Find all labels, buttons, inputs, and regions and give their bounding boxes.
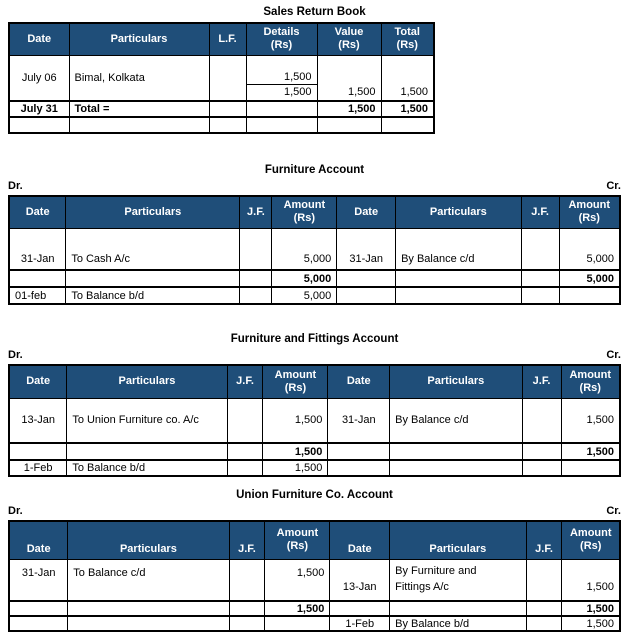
jf-cell [227,398,263,443]
empty-cell [229,616,265,631]
value-cell: 1,500 [317,101,381,117]
header-unit: (Rs) [270,39,293,52]
jf-cell [522,398,561,443]
header-line: Total [394,26,420,39]
empty-cell [9,616,68,631]
column-header-particulars: Particulars [390,365,522,398]
date-cell: 13-Jan [9,398,67,443]
column-header-jf: J.F. [240,196,272,228]
jf-cell [240,228,272,270]
jf-cell [227,460,263,476]
column-header-jf: J.F. [521,196,559,228]
amount-cell: 1,500 [263,460,328,476]
dr-label: Dr. [8,505,23,517]
date-cell: 31-Jan [337,228,396,270]
amount-cell: 1,500 [561,398,620,443]
header-line: Value [334,26,364,39]
empty-cell [317,117,381,133]
empty-cell [9,443,67,460]
empty-cell [521,287,559,304]
column-header-amount [559,196,620,228]
details-cell [246,101,317,117]
column-header-particulars: Particulars [68,521,229,559]
column-header-particulars: Particulars [66,196,240,228]
empty-cell [246,117,317,133]
amount-cell: 5,000 [272,228,337,270]
header-line: Details [263,26,300,39]
entry-row [9,228,620,270]
sales-return-book-table [8,22,435,134]
column-header-date: Date [328,365,390,398]
dr-cr-row [8,505,621,518]
date-cell: 01-feb [9,287,66,304]
date-cell: 31-Jan [9,559,68,601]
column-header-total [381,23,434,55]
empty-cell [265,616,330,631]
amount-cell: 5,000 [272,287,337,304]
header-line: Amount [283,199,326,212]
total-amount-cell: 5,000 [559,270,620,287]
header-line: Amount [274,368,317,381]
cr-label: Cr. [606,180,621,192]
jf-cell [240,287,272,304]
total-row [9,270,620,287]
header-line: Amount [569,368,612,381]
total-row [9,601,620,616]
header-unit: (Rs) [284,381,307,394]
date-cell: 1-Feb [9,460,67,476]
column-header-date: Date [9,365,67,398]
amount-cell: 1,500 [263,398,328,443]
closing-row [9,460,620,476]
column-header-date: Date [9,23,69,55]
total-amount-cell: 1,500 [561,443,620,460]
total-amount-cell: 1,500 [265,601,330,616]
empty-cell [390,460,522,476]
column-header-particulars: Particulars [67,365,227,398]
column-header-particulars: Particulars [69,23,209,55]
column-header-jf: J.F. [229,521,265,559]
empty-cell [381,117,434,133]
furniture-fittings-account-title: Furniture and Fittings Account [230,333,399,345]
total-amount-cell: 1,500 [562,601,620,616]
column-header-particulars: Particulars [396,196,522,228]
column-header-date: Date [9,196,66,228]
column-header-value [317,23,381,55]
total-cell: 1,500 [381,101,434,117]
date-cell: 1-Feb [330,616,390,631]
header-unit: (Rs) [580,540,602,553]
header-line: Amount [569,527,612,540]
header-unit: (Rs) [396,39,418,52]
column-header-amount [562,521,620,559]
furniture-fittings-account-table [8,364,621,477]
column-header-amount [263,365,328,398]
column-header-amount [561,365,620,398]
union-furniture-account-table [8,520,621,632]
particulars-cell: To Cash A/c [66,228,240,270]
entry-row [9,55,434,101]
dr-label: Dr. [8,349,23,361]
column-header-jf: J.F. [227,365,263,398]
empty-cell [337,270,396,287]
date-line: 13-Jan [342,580,377,593]
column-header-lf: L.F. [209,23,246,55]
amount-cell: 1,500 [562,616,620,631]
empty-cell [561,460,620,476]
column-header-details [246,23,317,55]
empty-cell [337,287,396,304]
jf-cell [526,559,562,601]
date-cell: July 06 [9,55,69,101]
empty-cell [328,460,390,476]
jf-cell [521,228,559,270]
header-line: Amount [568,199,611,212]
header-row [9,365,620,398]
empty-cell [522,460,561,476]
amount-cell [562,559,620,601]
jf-cell [526,616,562,631]
date-cell: 31-Jan [9,228,66,270]
particulars-cell: By Balance c/d [396,228,522,270]
particulars-line1: By Furniture and [395,564,477,577]
empty-cell [240,270,272,287]
particulars-cell [390,559,526,601]
union-furniture-account-title: Union Furniture Co. Account [236,489,393,501]
lf-cell [209,101,246,117]
particulars-cell: To Union Furniture co. A/c [67,398,227,443]
total-row [9,101,434,117]
empty-cell [69,117,209,133]
header-unit: (Rs) [293,212,316,225]
cr-label: Cr. [606,505,621,517]
empty-cell [9,270,66,287]
furniture-account-title: Furniture Account [264,164,365,176]
date-cell: July 31 [9,101,69,117]
date-cell [330,559,390,601]
column-header-date: Date [337,196,396,228]
dr-cr-row [8,349,621,362]
dr-cr-row [8,180,621,193]
column-header-amount [265,521,330,559]
empty-row [9,117,434,133]
particulars-cell: By Balance c/d [390,398,522,443]
details-cell [246,55,317,101]
lf-cell [209,55,246,101]
header-row [9,23,434,55]
particulars-line2: Fittings A/c [395,580,449,593]
particulars-cell: To Balance c/d [68,559,229,601]
header-unit: (Rs) [578,212,600,225]
furniture-account-table [8,195,621,305]
header-unit: (Rs) [338,39,360,52]
empty-cell [229,601,265,616]
empty-cell [390,443,522,460]
closing-row [9,616,620,631]
dr-label: Dr. [8,180,23,192]
entry-row [9,559,620,601]
date-cell: 31-Jan [328,398,390,443]
empty-cell [67,443,227,460]
empty-cell [521,270,559,287]
amount-cell: 1,500 [265,559,330,601]
jf-cell [229,559,265,601]
empty-cell [559,287,620,304]
empty-cell [66,270,240,287]
details-amount-line1: 1,500 [247,70,317,85]
details-blank-line [247,56,317,70]
column-header-date: Date [9,521,68,559]
amount-cell: 5,000 [559,228,620,270]
particulars-cell: Bimal, Kolkata [69,55,209,101]
column-header-jf: J.F. [526,521,562,559]
cr-label: Cr. [606,349,621,361]
value-cell: 1,500 [317,55,381,101]
empty-cell [396,287,522,304]
empty-cell [9,601,68,616]
column-header-particulars: Particulars [390,521,526,559]
entry-row [9,398,620,443]
details-amount-line2: 1,500 [283,85,312,98]
empty-cell [227,443,263,460]
column-header-jf: J.F. [522,365,561,398]
empty-cell [209,117,246,133]
empty-cell [526,601,562,616]
column-header-amount [272,196,337,228]
header-unit: (Rs) [286,540,309,553]
empty-cell [68,601,229,616]
header-unit: (Rs) [579,381,601,394]
closing-row [9,287,620,304]
total-amount-cell: 5,000 [272,270,337,287]
particulars-cell: By Balance b/d [390,616,526,631]
column-header-date: Date [330,521,390,559]
empty-cell [68,616,229,631]
empty-cell [9,117,69,133]
sales-return-book-title: Sales Return Book [263,6,366,18]
empty-cell [396,270,522,287]
empty-cell [328,443,390,460]
header-row [9,196,620,228]
header-line: Amount [276,527,319,540]
total-row [9,443,620,460]
particulars-cell: To Balance b/d [67,460,227,476]
empty-cell [522,443,561,460]
total-label-cell: Total = [69,101,209,117]
empty-cell [390,601,526,616]
total-amount-cell: 1,500 [263,443,328,460]
total-cell: 1,500 [381,55,434,101]
header-row [9,521,620,559]
particulars-cell: To Balance b/d [66,287,240,304]
amount-line: 1,500 [586,580,614,593]
empty-cell [330,601,390,616]
